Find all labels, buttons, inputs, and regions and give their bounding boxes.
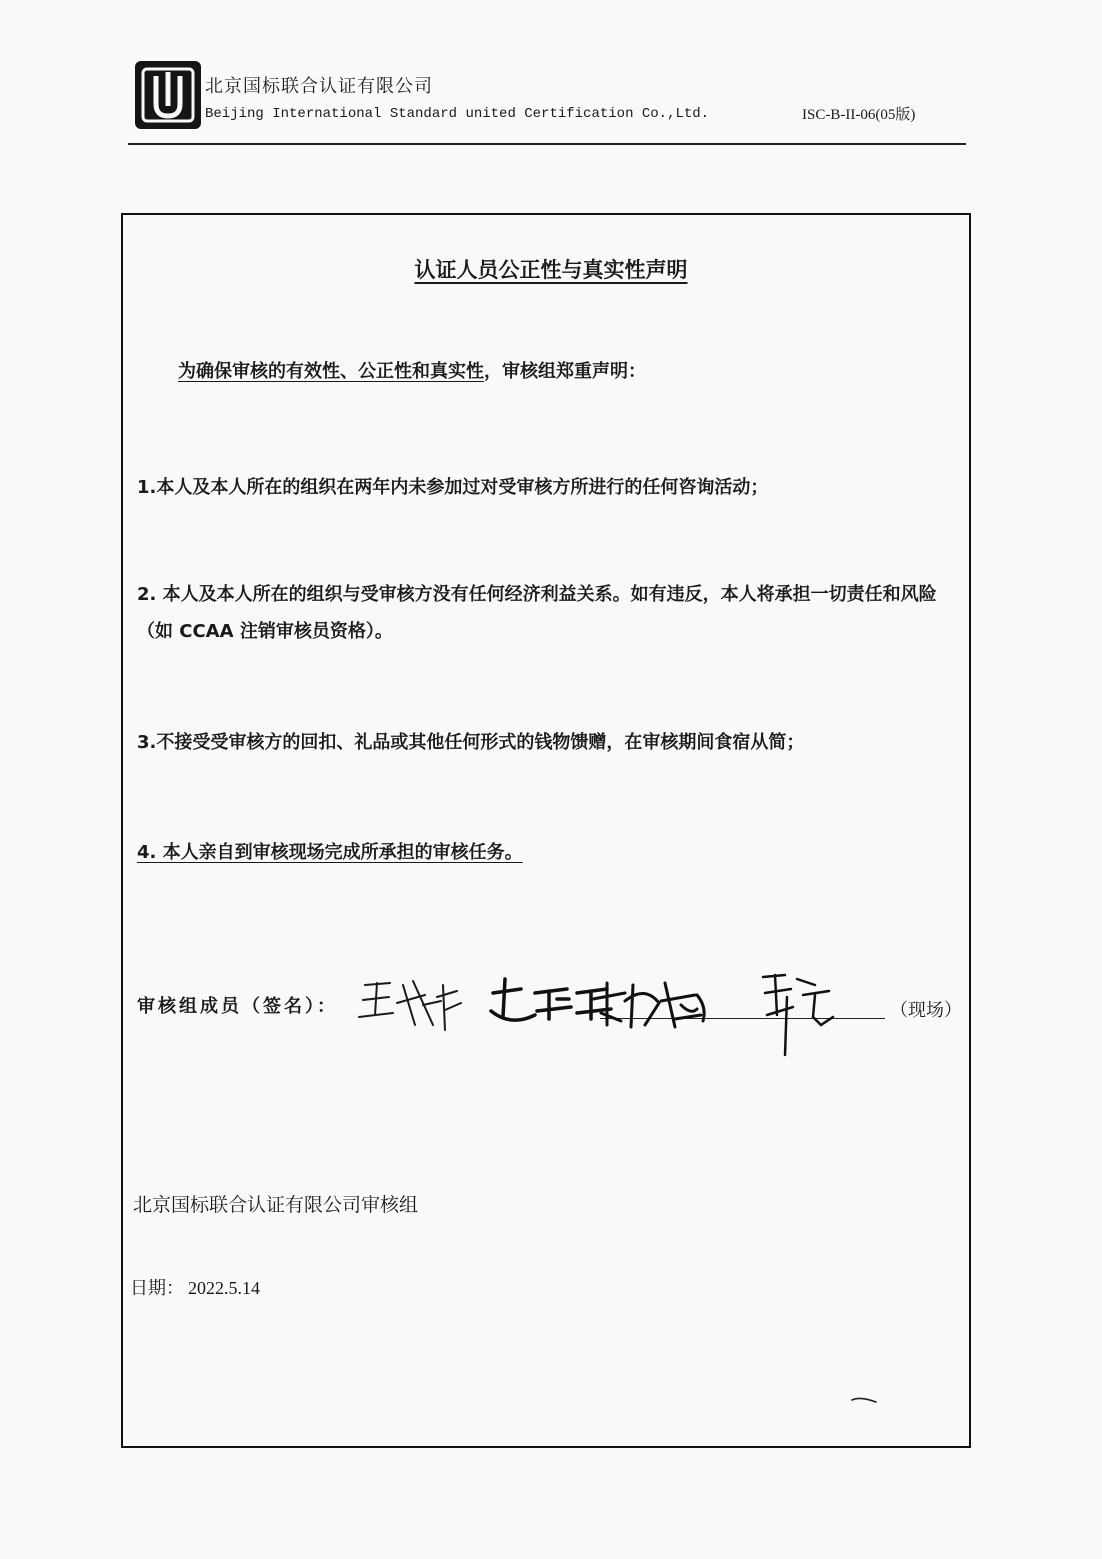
declaration-item-1: 1.本人及本人所在的组织在两年内未参加过对受审核方所进行的任何咨询活动； xyxy=(137,477,769,498)
document-title-text: 认证人员公正性与真实性声明 xyxy=(414,258,688,282)
date-label: 日期： xyxy=(130,1278,184,1299)
signature-3 xyxy=(593,983,704,1027)
intro-statement xyxy=(178,357,646,383)
declaration-item-2: 2. 本人及本人所在的组织与受审核方没有任何经济利益关系。如有违反，本人将承担一切责任和风险（如 CCAA 注销审核员资格）。 xyxy=(137,584,937,642)
signature-1 xyxy=(359,981,461,1030)
intro-underlined: 为确保审核的有效性、公正性和真实性 xyxy=(178,361,484,382)
header-divider xyxy=(128,143,966,145)
company-name-cn: 北京国标联合认证有限公司 xyxy=(205,76,433,97)
signature-4 xyxy=(763,975,833,1055)
signature-label: 审核组成员（签名）： xyxy=(137,996,338,1017)
auditing-organization: 北京国标联合认证有限公司审核组 xyxy=(133,1194,419,1216)
date-line xyxy=(130,1274,260,1300)
pen-mark xyxy=(850,1392,880,1406)
form-code: ISC-B-II-06(05版) xyxy=(802,107,916,123)
company-logo xyxy=(134,60,202,130)
document-title xyxy=(0,254,1102,284)
handwritten-signatures xyxy=(345,955,865,1065)
declaration-item-3: 3.不接受受审核方的回扣、礼品或其他任何形式的钱物馈赠，在审核期间食宿从简； xyxy=(137,732,805,753)
document-frame xyxy=(121,213,971,1448)
company-name-en: Beijing International Standard united Certification Co.,Ltd. xyxy=(205,106,710,122)
declaration-item-4: 4. 本人亲自到审核现场完成所承担的审核任务。 xyxy=(137,842,523,863)
date-value: 2022.5.14 xyxy=(188,1278,260,1298)
signature-suffix: （现场） xyxy=(890,1000,962,1021)
intro-rest: ，审核组郑重声明： xyxy=(484,361,646,382)
